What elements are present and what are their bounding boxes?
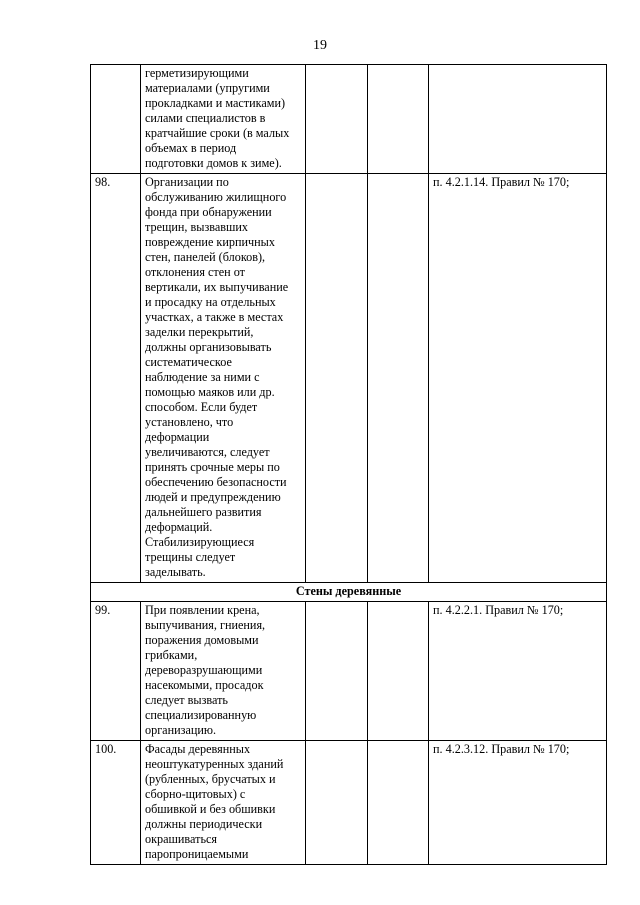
empty-cell <box>368 741 429 865</box>
empty-cell <box>368 65 429 174</box>
requirement-text: При появлении крена, выпучивания, гниения, поражения домовыми грибками, дереворазрушающими насекомыми, просадок следует вызвать специализированную организацию. <box>141 602 306 741</box>
requirement-text: Организации по обслуживанию жилищного фонда при обнаружении трещин, вызвавших повреждение кирпичных стен, панелей (блоков), отклонения стен от вертикали, их выпучивание и просадку на отдельных участках, а также в местах заделки перекрытий, должны организовывать систематическое наблюдение за ними с помощью маяков или др. способом. Если будет установлено, что деформации увеличиваются, следует принять срочные меры по обеспечению безопасности людей и предупреждению дальнейшего развития деформаций. Стабилизирующиеся трещины следует заделывать. <box>141 174 306 583</box>
empty-cell <box>368 602 429 741</box>
empty-cell <box>368 174 429 583</box>
table-row <box>91 174 607 583</box>
requirements-table <box>90 64 607 865</box>
row-number: 99. <box>91 602 141 741</box>
section-header-row <box>91 583 607 602</box>
row-number <box>91 65 141 174</box>
empty-cell <box>306 741 368 865</box>
empty-cell <box>306 174 368 583</box>
legal-basis: п. 4.2.2.1. Правил № 170; <box>429 602 607 741</box>
requirement-text: Фасады деревянных неоштукатуренных зданий (рубленных, брусчатых и сборно-щитовых) с обшивкой и без обшивки должны периодически окрашиваться паропроницаемыми <box>141 741 306 865</box>
legal-basis: п. 4.2.1.14. Правил № 170; <box>429 174 607 583</box>
table-row <box>91 602 607 741</box>
row-number: 100. <box>91 741 141 865</box>
requirement-text: герметизирующими материалами (упругими прокладками и мастиками) силами специалистов в кратчайшие сроки (в малых объемах в период подготовки домов к зиме). <box>141 65 306 174</box>
legal-basis: п. 4.2.3.12. Правил № 170; <box>429 741 607 865</box>
empty-cell <box>306 602 368 741</box>
empty-cell <box>306 65 368 174</box>
table-row <box>91 741 607 865</box>
table-row <box>91 65 607 174</box>
page-number: 19 <box>313 38 327 53</box>
row-number: 98. <box>91 174 141 583</box>
legal-basis <box>429 65 607 174</box>
section-title: Стены деревянные <box>91 583 607 602</box>
